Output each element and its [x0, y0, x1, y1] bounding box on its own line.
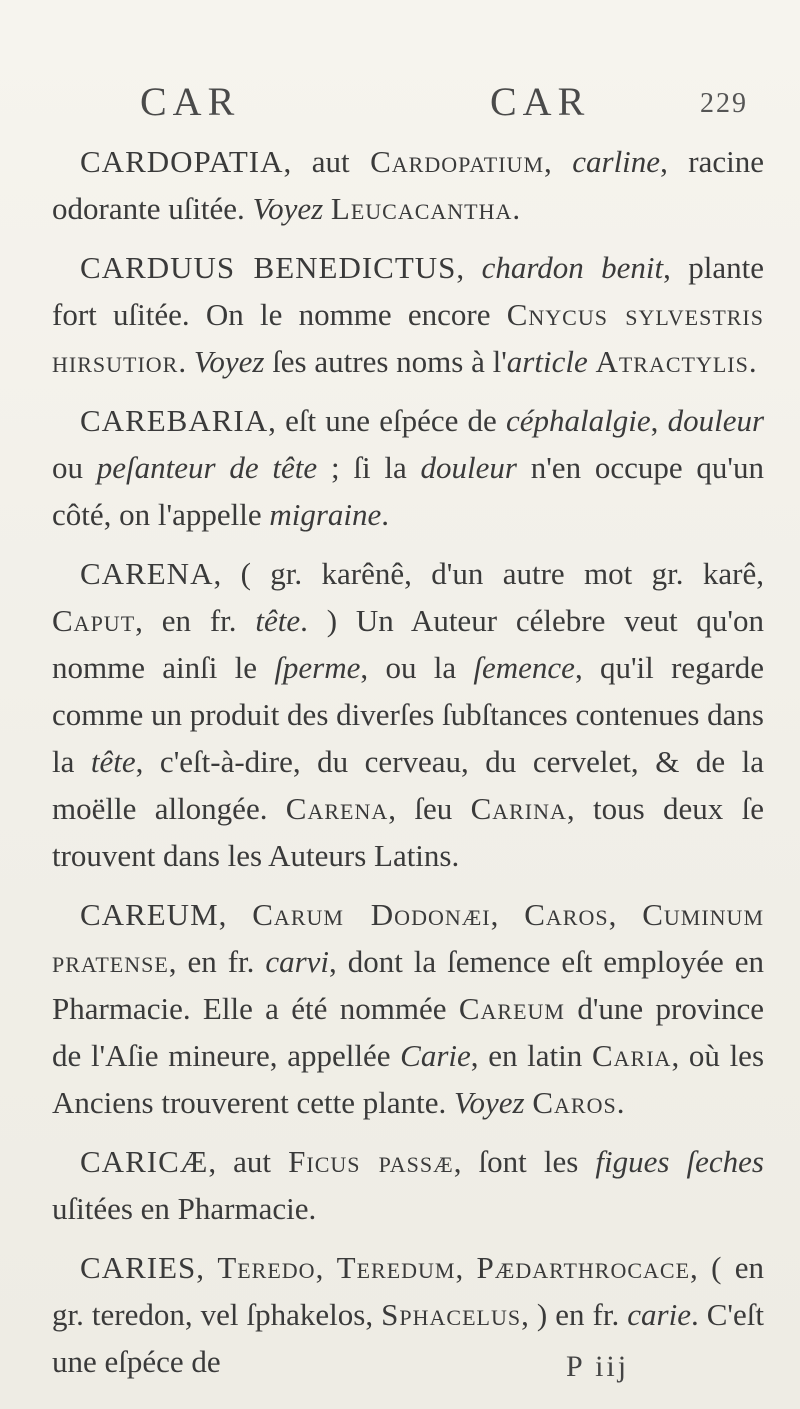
dictionary-entry	[52, 1138, 764, 1232]
entry-text: , en fr.	[135, 603, 256, 638]
entry-text: Atractylis	[595, 344, 749, 379]
page-number: 229	[700, 88, 748, 119]
running-head-right: CAR	[490, 79, 591, 124]
dictionary-entry	[52, 891, 764, 1126]
entry-text: ,	[608, 897, 643, 932]
dictionary-entry	[52, 244, 764, 385]
entry-text: , c'eſt-à-dire, du cerveau, du cervelet, & de la moëlle allongée.	[52, 744, 764, 826]
entry-text: n'en occupe qu'un côté, on l'appelle	[52, 450, 764, 532]
entry-text: Cardopatium	[370, 144, 545, 179]
entry-text: . ) Un Auteur célebre veut qu'on nomme ainſi le	[52, 603, 764, 685]
entry-text: Caria	[591, 1038, 672, 1073]
entry-text: , ) en fr.	[521, 1297, 628, 1332]
entry-text: ; ſi la	[317, 450, 421, 485]
entry-text: Carena	[285, 791, 389, 826]
entry-text: Pædarthrocace	[476, 1250, 691, 1285]
entry-text: ,	[544, 144, 573, 179]
entry-text: , tous deux ſe trouvent dans les Auteurs Latins.	[52, 791, 764, 873]
entry-text: , plante fort uſitée. On le nomme encore	[52, 250, 764, 332]
entry-text: .	[616, 1085, 625, 1120]
entry-text: , ou la	[360, 650, 474, 685]
entry-text: Careum	[458, 991, 565, 1026]
entry-text: chardon benit	[481, 250, 664, 285]
entry-headword: CARIES	[80, 1250, 197, 1285]
entry-text: douleur	[420, 450, 517, 485]
entry-text: ſperme	[274, 650, 361, 685]
entry-text: uſitées en Pharmacie.	[52, 1191, 317, 1226]
entry-text: , aut	[283, 144, 371, 179]
entry-text: , où les Anciens trouverent cette plante.	[52, 1038, 765, 1120]
entry-text: .	[381, 497, 390, 532]
entry-text: Ficus passæ	[288, 1144, 454, 1179]
entry-text: Teredum	[336, 1250, 456, 1285]
entry-text: , ſeu	[388, 791, 471, 826]
entry-text: , eſt une eſpéce de	[268, 403, 506, 438]
entry-text: ,	[196, 1250, 218, 1285]
entry-text: Caros	[524, 897, 609, 932]
dictionary-text	[52, 138, 764, 1397]
entry-text: ,	[218, 897, 253, 932]
entry-text: tête	[255, 603, 301, 638]
entry-headword: CARENA	[80, 556, 214, 591]
entry-text: douleur	[667, 403, 765, 438]
entry-text: ,	[315, 1250, 337, 1285]
entry-text: carie	[627, 1297, 691, 1332]
running-header	[0, 60, 800, 124]
entry-text	[323, 191, 331, 226]
running-head-left: CAR	[140, 79, 241, 124]
entry-text: , ( en gr. teredon, vel ſphakelos,	[52, 1250, 764, 1332]
entry-text: tête	[90, 744, 136, 779]
entry-text: Cuminum pratense	[52, 897, 765, 979]
entry-text: Carum Dodonæi	[252, 897, 491, 932]
entry-text: , aut	[208, 1144, 289, 1179]
dictionary-entry	[52, 550, 764, 879]
entry-text: peſanteur de tête	[96, 450, 318, 485]
entry-headword: CARDUUS BENEDICTUS	[80, 250, 457, 285]
entry-text: Caput	[52, 603, 136, 638]
entry-headword: CARICÆ	[80, 1144, 209, 1179]
entry-text: figues ſeches	[595, 1144, 764, 1179]
entry-text: , ( gr. karênê, d'un autre mot gr. karê,	[213, 556, 764, 591]
entry-text: ſes autres noms à l'	[264, 344, 507, 379]
entry-text: céphalalgie	[506, 403, 651, 438]
entry-text: , en fr.	[168, 944, 266, 979]
entry-text: article	[506, 344, 588, 379]
entry-text: Caros	[532, 1085, 617, 1120]
entry-text: Voyez	[193, 344, 265, 379]
entry-text: ,	[490, 897, 525, 932]
dictionary-entry	[52, 1244, 764, 1385]
entry-text: Carina	[470, 791, 567, 826]
entry-text: ou	[52, 450, 97, 485]
entry-text: carvi	[265, 944, 330, 979]
dictionary-entry	[52, 397, 764, 538]
entry-text: Sphacelus	[381, 1297, 522, 1332]
entry-text: , racine odorante uſitée.	[52, 144, 765, 226]
entry-headword: CARDOPATIA	[80, 144, 284, 179]
entry-text: migraine	[269, 497, 382, 532]
entry-text: Leucacantha	[330, 191, 513, 226]
entry-text: , en latin	[470, 1038, 592, 1073]
entry-text: carline	[572, 144, 661, 179]
entry-text: ſemence	[473, 650, 575, 685]
entry-text: ,	[455, 1250, 477, 1285]
entry-text: ,	[456, 250, 482, 285]
entry-text: ,	[650, 403, 668, 438]
entry-text: d'une province de l'Aſie mineure, appellée	[52, 991, 764, 1073]
entry-text: Carie	[400, 1038, 471, 1073]
entry-text: .	[748, 344, 757, 379]
entry-text: , ſont les	[453, 1144, 596, 1179]
entry-text: Cnycus sylvestris hirsutior	[52, 297, 764, 379]
entry-text: Teredo	[217, 1250, 316, 1285]
entry-text: .	[512, 191, 521, 226]
entry-text: , qu'il regarde comme un produit des diverſes ſubſtances contenues dans la	[52, 650, 764, 779]
printer-signature: P iij	[566, 1350, 630, 1383]
entry-text: .	[178, 344, 194, 379]
entry-text: Voyez	[453, 1085, 525, 1120]
entry-text: . C'eſt une eſpéce de	[52, 1297, 765, 1379]
entry-text: Voyez	[252, 191, 324, 226]
dictionary-entry	[52, 138, 764, 232]
entry-text: , dont la ſemence eſt employée en Pharmacie. Elle a été nommée	[52, 944, 764, 1026]
entry-headword: CAREUM	[80, 897, 219, 932]
entry-headword: CAREBARIA	[80, 403, 269, 438]
